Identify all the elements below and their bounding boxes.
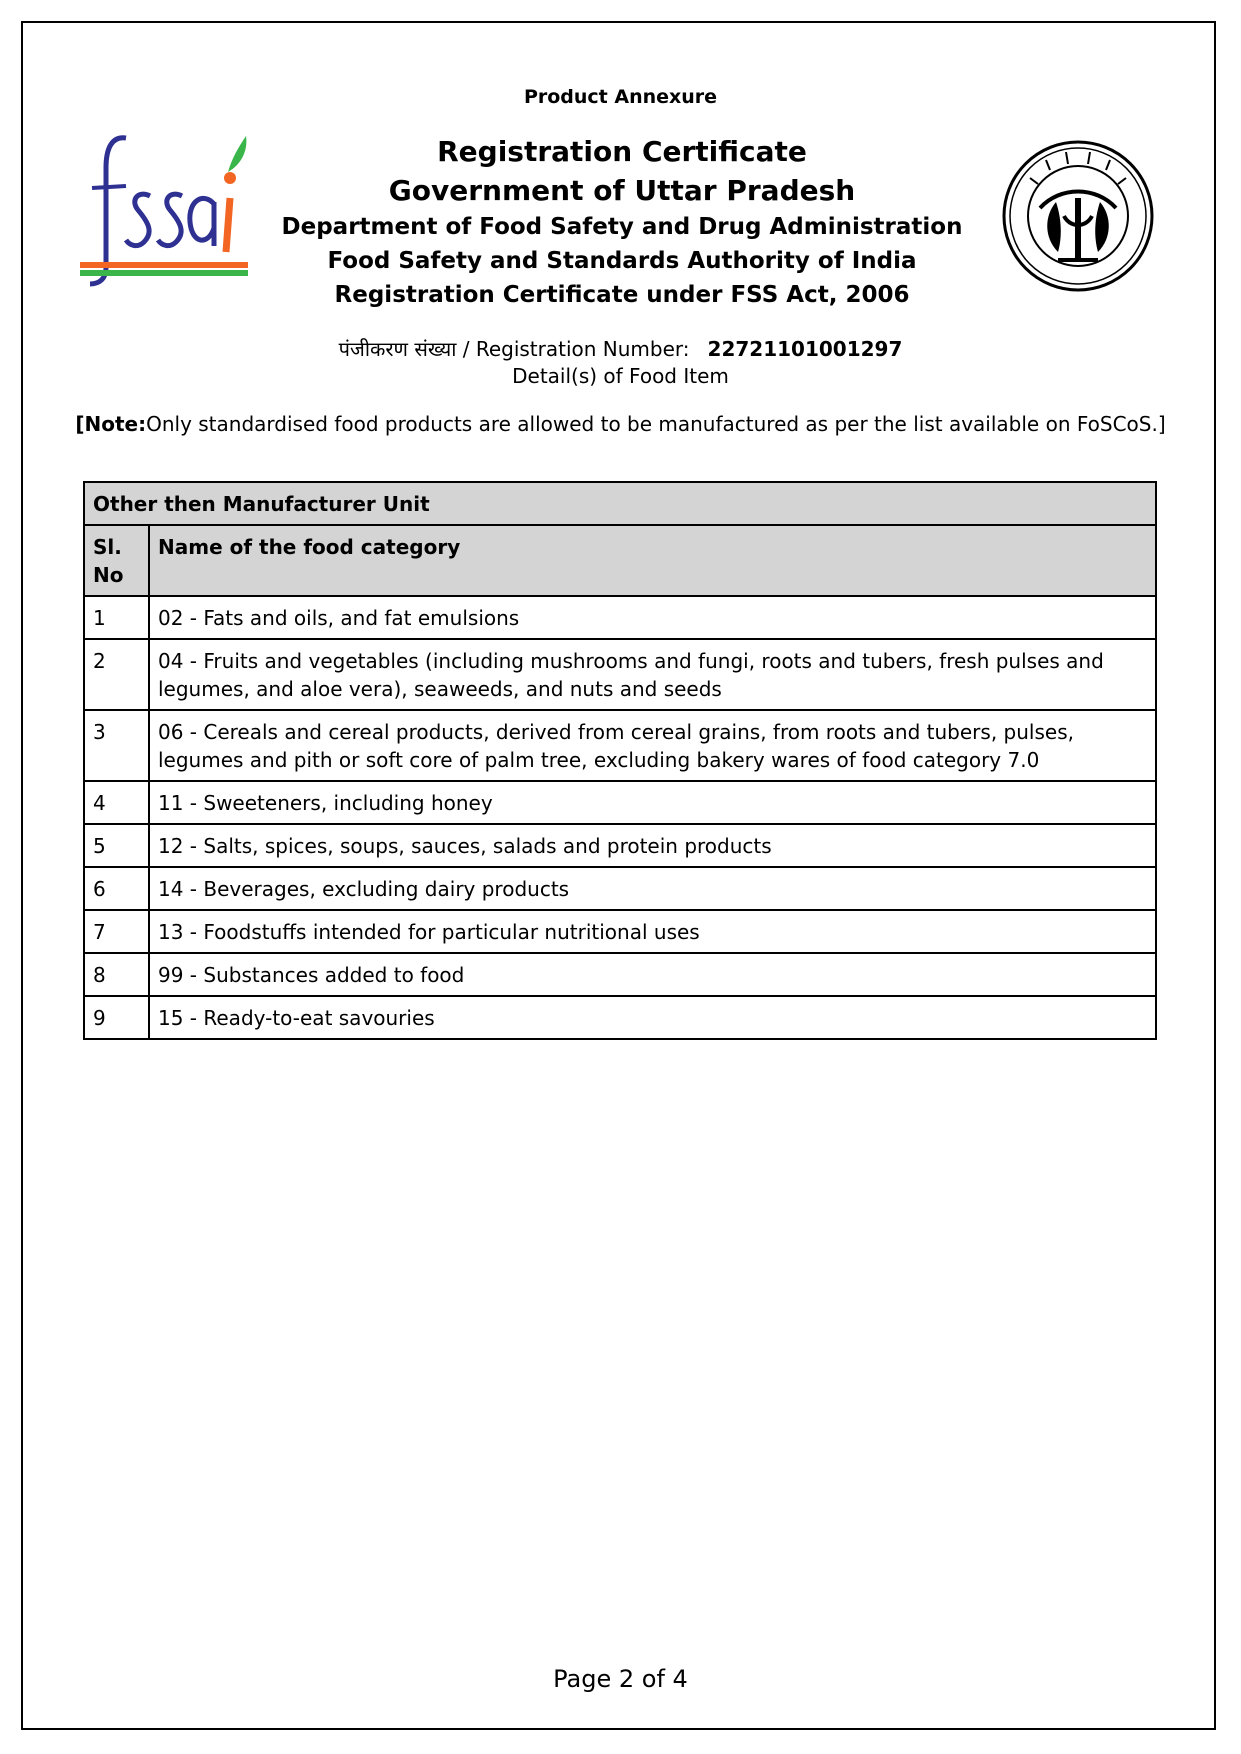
annexure-title: Product Annexure bbox=[523, 86, 718, 108]
row-sl-no: 2 bbox=[84, 639, 149, 710]
table-row bbox=[84, 867, 1156, 910]
registration-number-row bbox=[0, 335, 1241, 362]
note-prefix: Note: bbox=[84, 412, 147, 436]
table-header-row bbox=[84, 525, 1156, 596]
table-row bbox=[84, 996, 1156, 1039]
note-bracket: [ bbox=[75, 412, 85, 436]
table-row bbox=[84, 639, 1156, 710]
table-row bbox=[84, 781, 1156, 824]
row-sl-no: 1 bbox=[84, 596, 149, 639]
row-food-category: 12 - Salts, spices, soups, sauces, salads and protein products bbox=[149, 824, 1156, 867]
row-food-category: 99 - Substances added to food bbox=[149, 953, 1156, 996]
table-row bbox=[84, 910, 1156, 953]
header-line-3: Department of Food Safety and Drug Administration bbox=[281, 214, 963, 240]
table-section-row bbox=[84, 482, 1156, 525]
page-number: Page 2 of 4 bbox=[553, 1665, 688, 1693]
table-row bbox=[84, 710, 1156, 781]
state-seal-icon bbox=[1000, 138, 1156, 294]
row-food-category: 04 - Fruits and vegetables (including mushrooms and fungi, roots and tubers, fresh pulses and legumes, and aloe vera), seaweeds, and nuts and seeds bbox=[149, 639, 1156, 710]
header-line-1: Registration Certificate bbox=[437, 135, 807, 168]
state-seal-graphic bbox=[1000, 138, 1156, 294]
header-line-4: Food Safety and Standards Authority of India bbox=[327, 248, 917, 274]
row-food-category: 13 - Foodstuffs intended for particular nutritional uses bbox=[149, 910, 1156, 953]
row-sl-no: 9 bbox=[84, 996, 149, 1039]
food-category-table bbox=[83, 481, 1157, 1040]
note-text: Only standardised food products are allowed to be manufactured as per the list available on FoSCoS.] bbox=[146, 412, 1166, 436]
header-line-2: Government of Uttar Pradesh bbox=[388, 174, 856, 207]
certificate-header bbox=[260, 132, 984, 312]
table-row bbox=[84, 596, 1156, 639]
row-food-category: 02 - Fats and oils, and fat emulsions bbox=[149, 596, 1156, 639]
table-section-title: Other then Manufacturer Unit bbox=[84, 482, 1156, 525]
registration-number-label: पंजीकरण संख्या / Registration Number: bbox=[338, 337, 690, 361]
row-sl-no: 8 bbox=[84, 953, 149, 996]
column-header-food-category: Name of the food category bbox=[149, 525, 1156, 596]
table-row bbox=[84, 953, 1156, 996]
table-row bbox=[84, 824, 1156, 867]
row-food-category: 15 - Ready-to-eat savouries bbox=[149, 996, 1156, 1039]
fssai-logo bbox=[78, 128, 253, 303]
header-line-5: Registration Certificate under FSS Act, 2006 bbox=[334, 282, 910, 308]
row-sl-no: 6 bbox=[84, 867, 149, 910]
row-food-category: 06 - Cereals and cereal products, derived from cereal grains, from roots and tubers, pulses, legumes and pith or soft core of palm tree, excluding bakery wares of food category 7.0 bbox=[149, 710, 1156, 781]
food-item-detail-label: Detail(s) of Food Item bbox=[512, 364, 729, 388]
row-food-category: 14 - Beverages, excluding dairy products bbox=[149, 867, 1156, 910]
note-line bbox=[0, 412, 1241, 436]
column-header-sl-no: Sl. No bbox=[84, 525, 149, 596]
row-sl-no: 4 bbox=[84, 781, 149, 824]
registration-number-value: 22721101001297 bbox=[707, 337, 903, 361]
fssai-logo-graphic bbox=[78, 128, 253, 303]
row-food-category: 11 - Sweeteners, including honey bbox=[149, 781, 1156, 824]
row-sl-no: 5 bbox=[84, 824, 149, 867]
row-sl-no: 3 bbox=[84, 710, 149, 781]
row-sl-no: 7 bbox=[84, 910, 149, 953]
